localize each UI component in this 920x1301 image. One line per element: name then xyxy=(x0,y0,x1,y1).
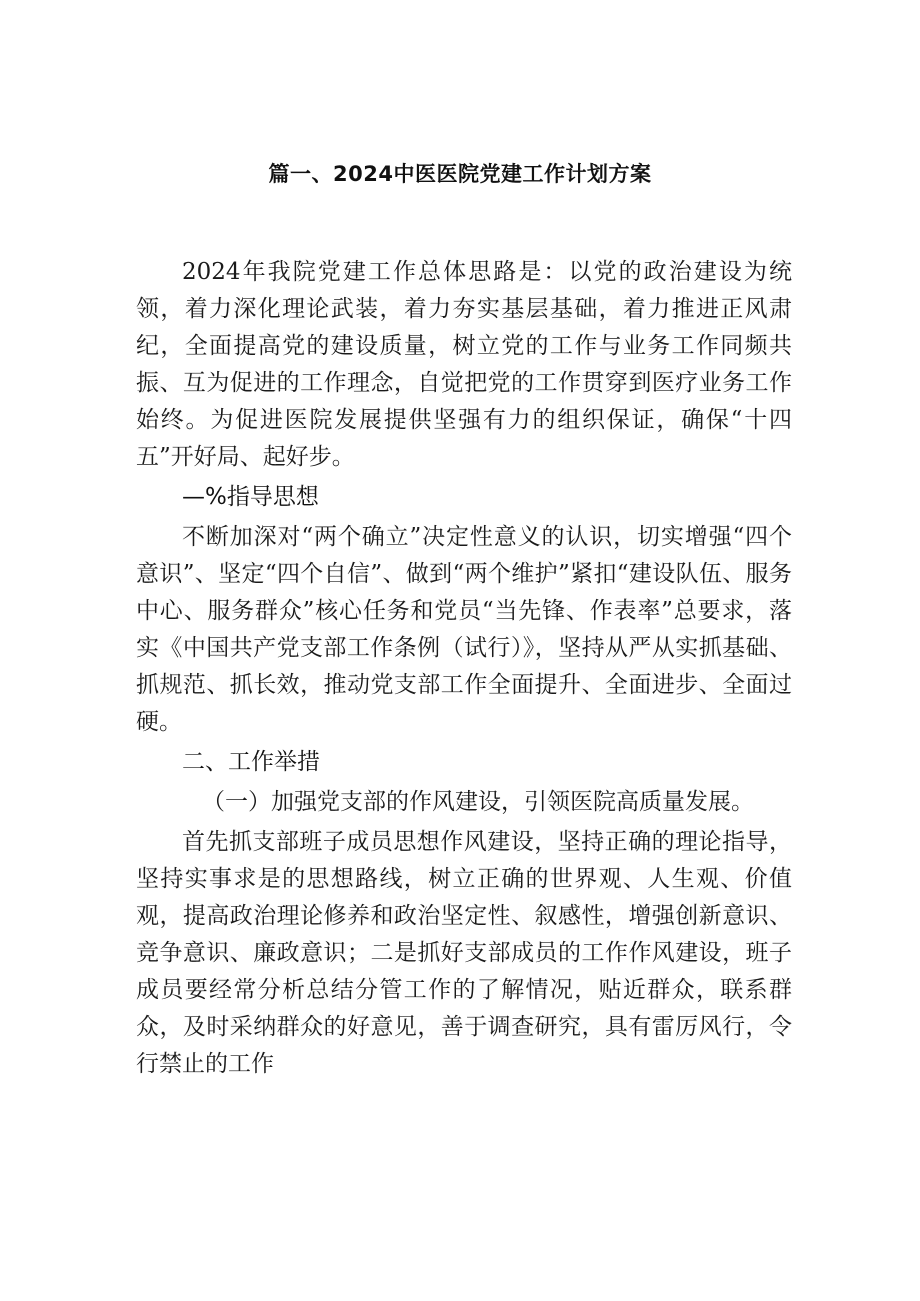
subsection-heading-1: （一）加强党支部的作风建设，引领医院高质量发展。 xyxy=(202,789,754,815)
work-measures-paragraph: 首先抓支部班子成员思想作风建设，坚持正确的理论指导，坚持实事求是的思想路线，树立正确的世界观、人生观、价值观，提高政治理论修养和政治坚定性、叙感性，增强创新意识、竞争意识、廉政意识；二是抓好支部成员的工作作风建设，班子成员要经常分析总结分管工作的了解情况，贴近群众，联系群众，及时采纳群众的好意见，善于调查研究，具有雷厉风行，令行禁止的工作 xyxy=(136,829,792,1077)
section-heading-work-measures: 二、工作举措 xyxy=(182,749,320,775)
intro-paragraph: 2024年我院党建工作总体思路是：以党的政治建设为统领，着力深化理论武装，着力夯实基层基础，着力推进正风肃纪，全面提高党的建设质量，树立党的工作与业务工作同频共振、互为促进的工作理念，自觉把党的工作贯穿到医疗业务工作始终。为促进医院发展提供坚强有力的组织保证，确保“十四五”开好局、起好步。 xyxy=(136,259,792,470)
section-heading-guiding-ideology: —%指导思想 xyxy=(182,484,319,510)
document-title: 篇一、2024中医医院党建工作计划方案 xyxy=(268,162,652,186)
guiding-ideology-paragraph: 不断加深对“两个确立”决定性意义的认识，切实增强“四个意识”、坚定“四个自信”、做到“两个维护”紧扣“建设队伍、服务中心、服务群众”核心任务和党员“当先锋、作表率”总要求，落实《中国共产党支部工作条例（试行）》，坚持从严从实抓基础、抓规范、抓长效，推动党支部工作全面提升、全面进步、全面过硬。 xyxy=(136,524,792,735)
document-body xyxy=(136,254,792,1083)
